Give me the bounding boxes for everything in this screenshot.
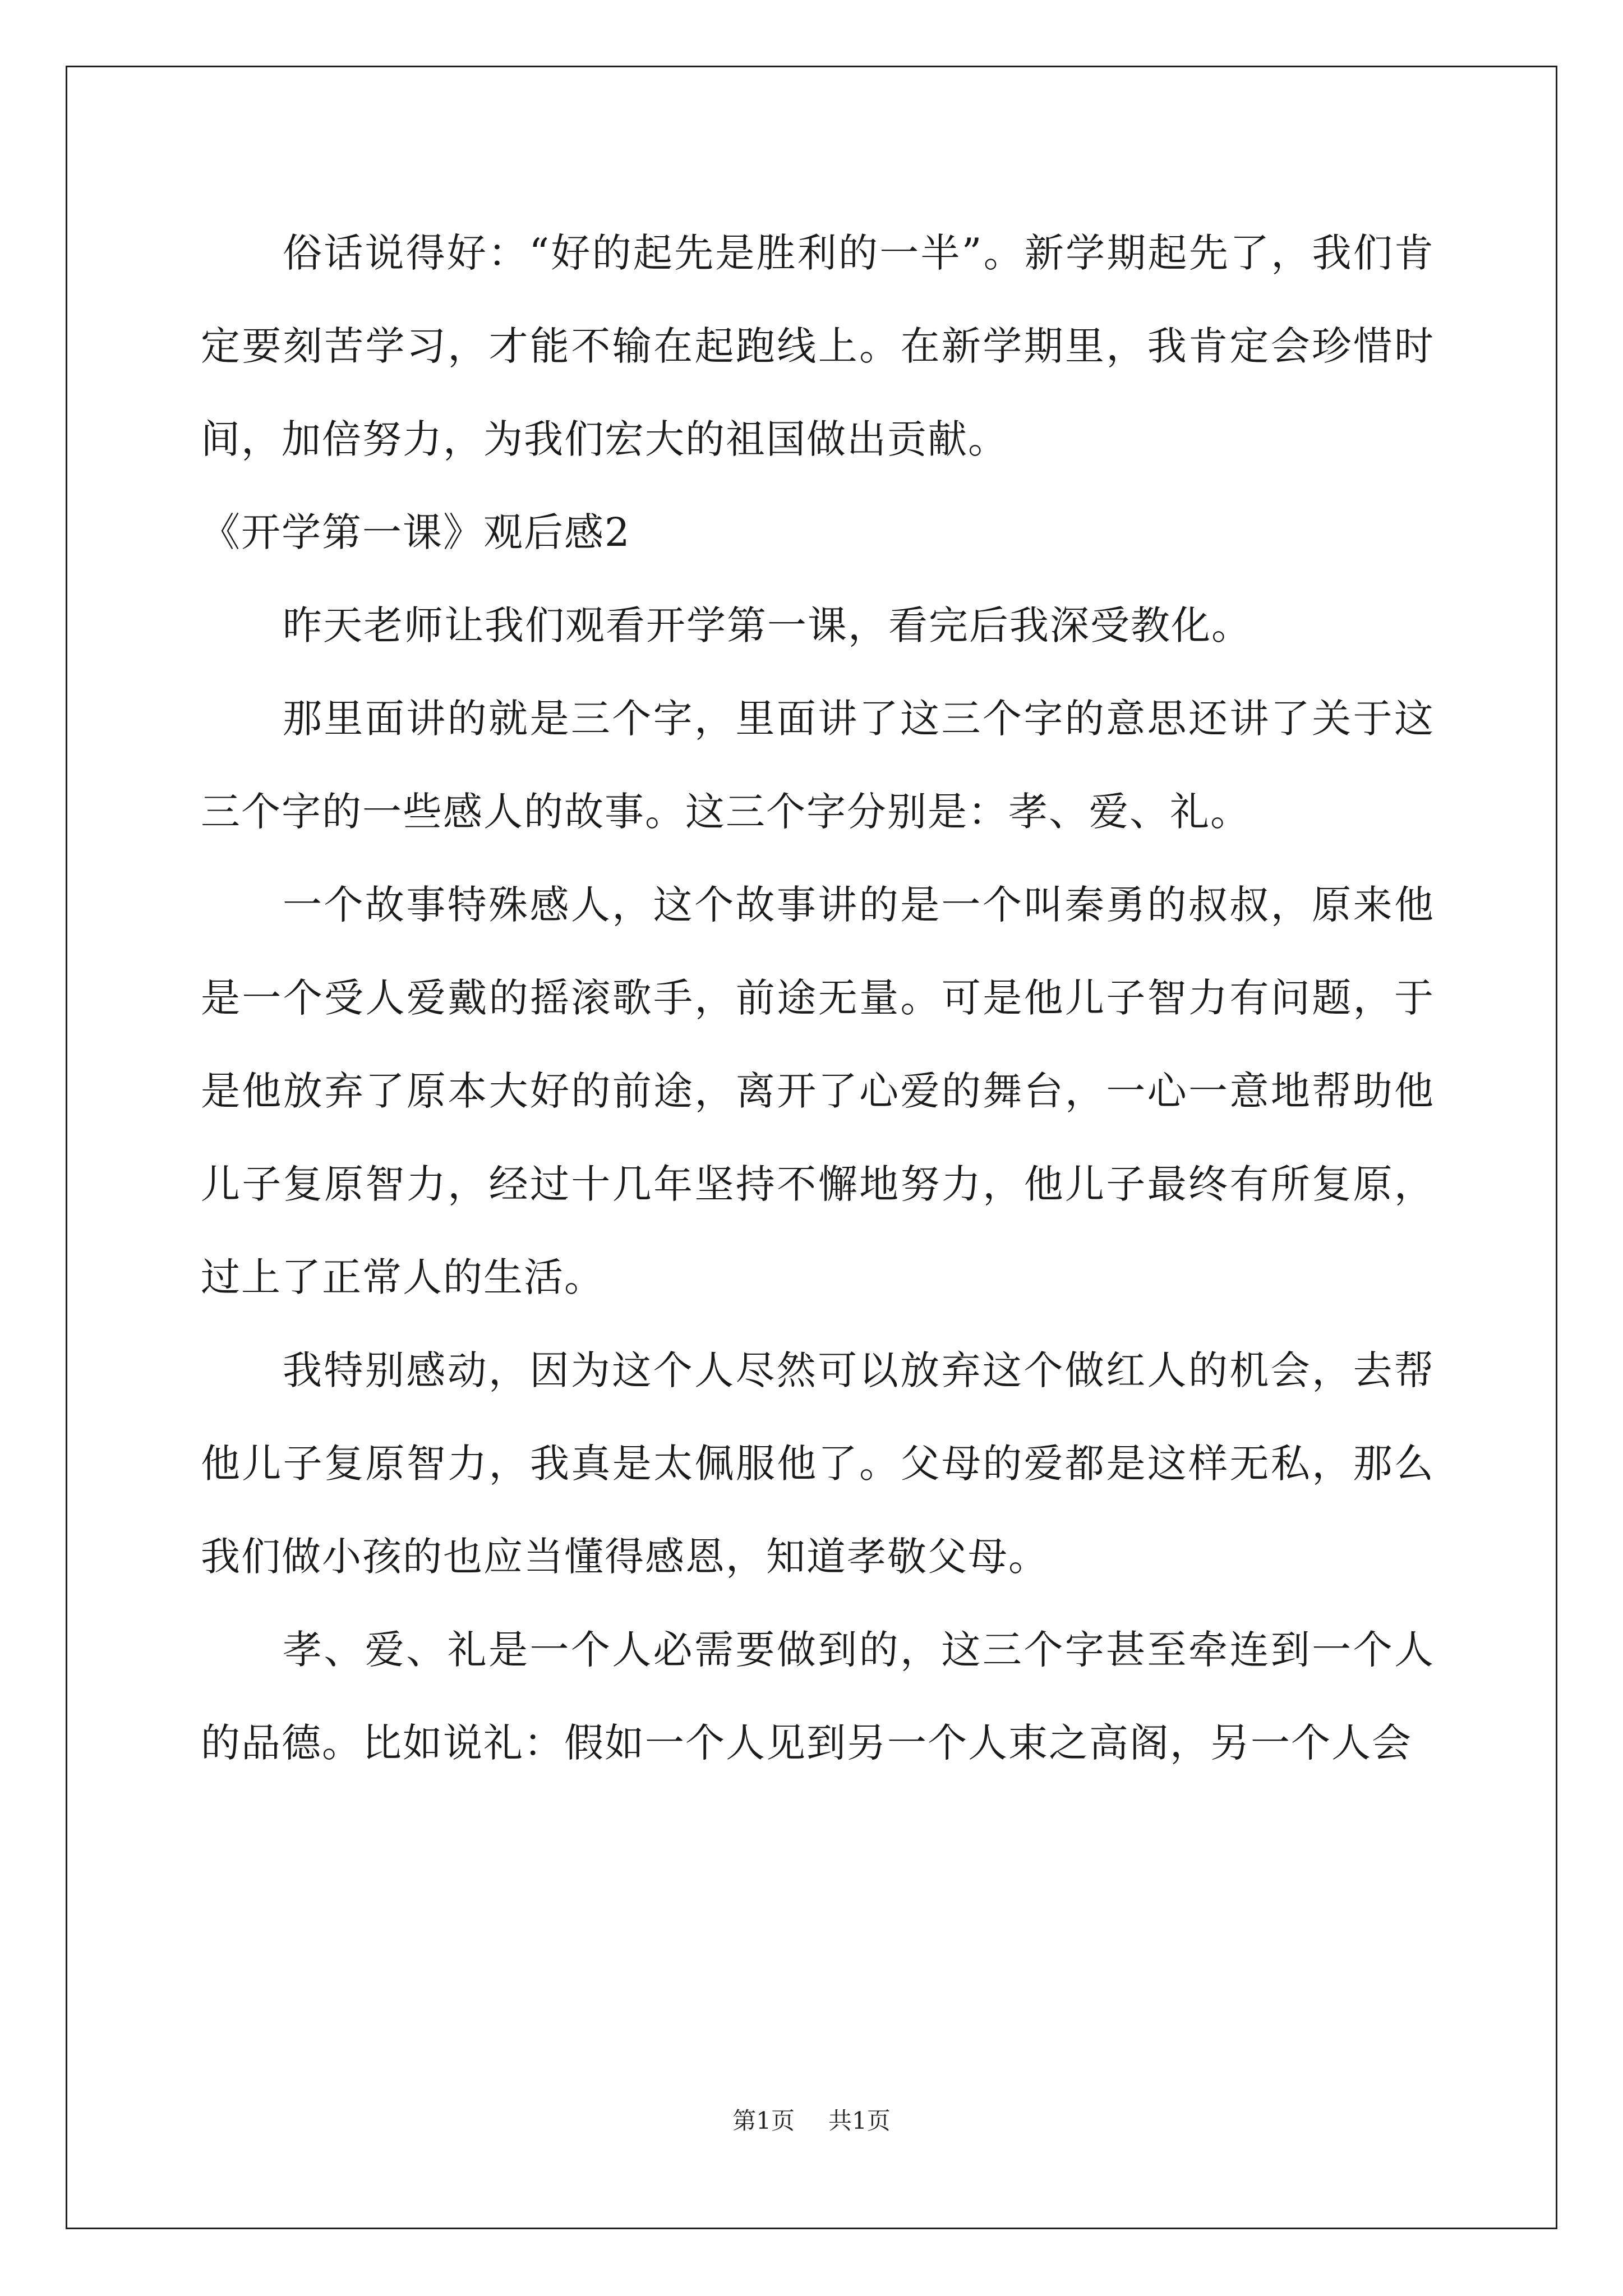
- paragraph: 一个故事特殊感人，这个故事讲的是一个叫秦勇的叔叔，原来他是一个受人爱戴的摇滚歌手，前途无量。可是他儿子智力有问题，于是他放弃了原本大好的前途，离开了心爱的舞台，一心一意地帮助他儿子复原智力，经过十几年坚持不懈地努力，他儿子最终有所复原，过上了正常人的生活。: [201, 882, 1435, 1300]
- page-footer: [0, 2102, 1623, 2136]
- paragraph: 我特别感动，因为这个人尽然可以放弃这个做红人的机会，去帮他儿子复原智力，我真是太佩服他了。父母的爱都是这样无私，那么我们做小孩的也应当懂得感恩，知道孝敬父母。: [201, 1347, 1435, 1580]
- paragraph: 俗话说得好：“好的起先是胜利的一半”。新学期起先了，我们肯定要刻苦学习，才能不输在起跑线上。在新学期里，我肯定会珍惜时间，加倍努力，为我们宏大的祖国做出贡献。: [201, 230, 1435, 462]
- paragraph: 那里面讲的就是三个字，里面讲了这三个字的意思还讲了关于这三个字的一些感人的故事。这三个字分别是：孝、爱、礼。: [201, 696, 1435, 835]
- page-number: 第1页: [732, 2107, 795, 2134]
- paragraph: 孝、爱、礼是一个人必需要做到的，这三个字甚至牵连到一个人的品德。比如说礼：假如一个人见到另一个人束之高阁，另一个人会: [201, 1627, 1435, 1766]
- section-heading: 《开学第一课》观后感2: [201, 509, 631, 555]
- paragraph: 昨天老师让我们观看开学第一课，看完后我深受教化。: [283, 602, 1252, 648]
- document-body: [201, 206, 1435, 1789]
- page-total: 共1页: [828, 2107, 891, 2134]
